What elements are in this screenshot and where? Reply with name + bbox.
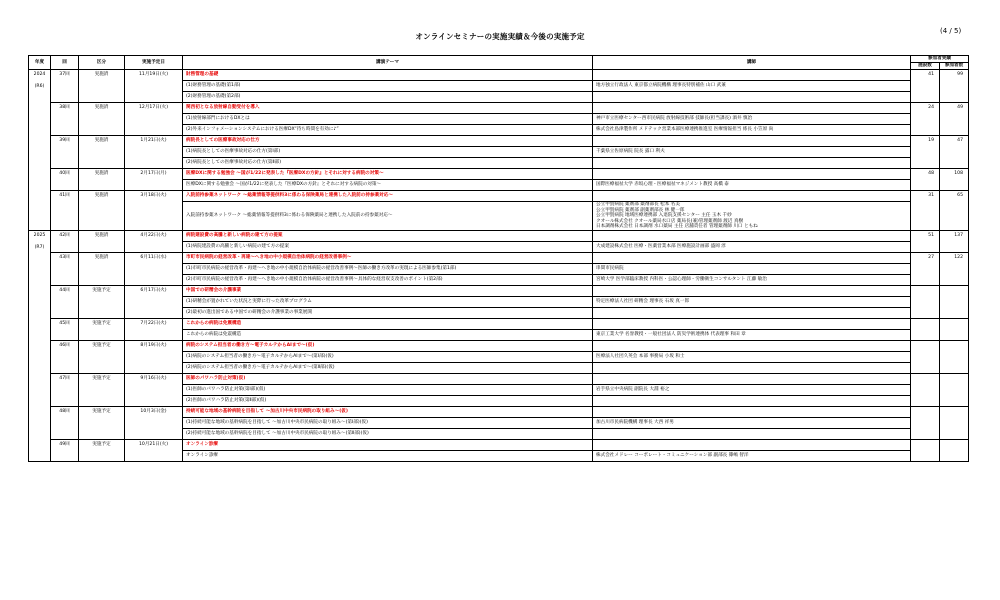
sub-theme: (1)放射線部門におけるDXとは xyxy=(183,114,593,125)
lecturer-name: 特定医療法人社団 研精会 理事長 石坂 真一郎 xyxy=(596,299,690,305)
round-cell: 49回 xyxy=(51,439,79,461)
lecturer-name: 株式会社メドレー コーポレート・コミュニケーション部 副部長 篠嶋 智洋 xyxy=(596,453,749,459)
sub-theme: (1)研精会が置かれていた状況と実際に行った改革プログラム xyxy=(183,296,593,307)
facility-count xyxy=(911,439,940,461)
table-row xyxy=(29,318,969,329)
round-cell: 40回 xyxy=(51,169,79,191)
lecturer-cell xyxy=(593,395,911,406)
participant-count: 47 xyxy=(940,136,969,169)
lecturer-cell xyxy=(593,202,911,231)
seminar-table-body xyxy=(29,70,969,462)
category-cell: 実施予定 xyxy=(79,373,125,406)
lecturer-name: 公立甲賀病院 地域医療連携部 入退院支援センター 主任 玉木 千紗 xyxy=(596,213,732,219)
lecturer-name: 神戸市立医療センター西市民病院 放射線技術部 技師長(担当課長) 酒井 慎治 xyxy=(596,116,753,122)
sub-theme: (1)病院長としての医療事故対応の仕方(第Ⅰ部) xyxy=(183,147,593,158)
category-cell: 実施予定 xyxy=(79,340,125,373)
round-cell: 46回 xyxy=(51,340,79,373)
round-cell: 48回 xyxy=(51,406,79,439)
lecturer-cell xyxy=(593,362,911,373)
participant-count: 65 xyxy=(940,191,969,231)
lecturer-cell xyxy=(593,114,911,125)
sub-theme: (2)病院のシステム担当者の働き方～電子カルテからAIまで～(第Ⅱ部)(仮) xyxy=(183,362,593,373)
category-cell: 実施予定 xyxy=(79,318,125,340)
participant-count: 137 xyxy=(940,230,969,252)
table-row xyxy=(29,169,969,180)
header-year: 年度 xyxy=(29,56,51,70)
table-row xyxy=(29,373,969,384)
table-row xyxy=(29,340,969,351)
fiscal-year-cell xyxy=(29,70,51,231)
facility-count: 51 xyxy=(911,230,940,252)
participant-count xyxy=(940,373,969,406)
page-title: オンラインセミナーの実施実績＆今後の実施予定 xyxy=(415,32,585,41)
category-cell: 実施済 xyxy=(79,103,125,136)
main-theme: 関西初となる放射線自動受付を導入 xyxy=(183,103,593,114)
table-row xyxy=(29,285,969,296)
category-cell: 実施予定 xyxy=(79,285,125,318)
lecturer-blank xyxy=(593,340,911,351)
category-cell: 実施済 xyxy=(79,70,125,103)
lecturer-blank xyxy=(593,285,911,296)
main-theme: 持続可能な地域の基幹病院を目指して ～加古川中央市民病院の取り組み～(仮) xyxy=(183,406,593,417)
participant-count xyxy=(940,406,969,439)
lecturer-cell xyxy=(593,307,911,318)
header-people: 参加者数 xyxy=(940,63,969,70)
facility-count xyxy=(911,340,940,373)
date-cell: 6月17日(火) xyxy=(125,285,183,318)
participant-count xyxy=(940,318,969,340)
round-cell: 42回 xyxy=(51,230,79,252)
round-cell: 37回 xyxy=(51,70,79,103)
facility-count: 31 xyxy=(911,191,940,231)
participant-count xyxy=(940,285,969,318)
facility-count: 27 xyxy=(911,252,940,285)
date-cell: 9月16日(火) xyxy=(125,373,183,406)
category-cell: 実施済 xyxy=(79,136,125,169)
lecturer-blank xyxy=(593,191,911,202)
lecturer-blank xyxy=(593,439,911,450)
sub-theme: (1)医師のパワハラ防止対策(第Ⅰ部)(仮) xyxy=(183,384,593,395)
category-cell: 実施予定 xyxy=(79,439,125,461)
lecturer-cell xyxy=(593,351,911,362)
lecturer-cell xyxy=(593,274,911,285)
sub-theme: (1)市町市民病院の経営改革・再建～へき地の中小規模自治体病院の経営改善事例～医師の働き方改革の実現による医師参集(第1部) xyxy=(183,263,593,274)
category-cell: 実施済 xyxy=(79,230,125,252)
lecturer-cell xyxy=(593,329,911,340)
sub-theme: オンライン診療 xyxy=(183,450,593,461)
main-theme: 病院のシステム担当者の働き方～電子カルテからAIまで～(仮) xyxy=(183,340,593,351)
round-cell: 44回 xyxy=(51,285,79,318)
sub-theme: これからの病院は免震構造 xyxy=(183,329,593,340)
main-theme: オンライン診療 xyxy=(183,439,593,450)
lecturer-cell xyxy=(593,180,911,191)
facility-count xyxy=(911,318,940,340)
lecturer-name: 串間市民病院 xyxy=(596,266,624,272)
header-lecturer: 講師 xyxy=(593,56,911,70)
sub-theme: (2)外来インフォメーションシステムにおける医療DX“待ち時間を有効に♪” xyxy=(183,125,593,136)
lecturer-name: 株式会社島津製作所 メドテック営業本部医療連携推進室 医療情報担当 係長 小笠原 尚 xyxy=(596,127,774,133)
table-row xyxy=(29,70,969,81)
facility-count: 41 xyxy=(911,70,940,103)
round-cell: 39回 xyxy=(51,136,79,169)
lecturer-cell xyxy=(593,81,911,92)
main-theme: 財務管理の基礎 xyxy=(183,70,593,81)
table-row xyxy=(29,103,969,114)
lecturer-name: 東京工業大学 名誉教授・一般社団法人 防災学術連携体 代表理事 和田 章 xyxy=(596,332,746,338)
participant-count: 122 xyxy=(940,252,969,285)
date-cell: 8月19日(火) xyxy=(125,340,183,373)
lecturer-blank xyxy=(593,373,911,384)
lecturer-name: クオール株式会社 クオール薬局水口店 薬局長(兼)管理薬剤師 渡辺 真樹 xyxy=(596,218,744,224)
participant-count xyxy=(940,340,969,373)
seminar-table xyxy=(28,55,969,462)
fiscal-year-cell xyxy=(29,230,51,461)
lecturer-cell xyxy=(593,92,911,103)
sub-theme: (2)最初の進出国である中国での研精会の介護事業の事業展開 xyxy=(183,307,593,318)
date-cell: 6月11日(水) xyxy=(125,252,183,285)
date-cell: 11月19日(火) xyxy=(125,70,183,103)
table-row xyxy=(29,406,969,417)
participant-count: 108 xyxy=(940,169,969,191)
table-row xyxy=(29,191,969,202)
lecturer-cell xyxy=(593,417,911,428)
page-number: (4 / 5) xyxy=(940,27,962,35)
fiscal-year-era: (R7) xyxy=(34,244,45,250)
lecturer-name: 岩手県立中央病院 副院長 大淵 裕之 xyxy=(596,387,670,393)
lecturer-blank xyxy=(593,70,911,81)
lecturer-cell xyxy=(593,450,911,461)
lecturer-name: 加古川市民病院機構 理事長 大西 祥男 xyxy=(596,420,674,426)
lecturer-blank xyxy=(593,406,911,417)
main-theme: 医師のパワハラ防止対策(仮) xyxy=(183,373,593,384)
date-cell: 7月22日(火) xyxy=(125,318,183,340)
lecturer-blank xyxy=(593,230,911,241)
sub-theme: (2)持続可能な地域の基幹病院を目指して ～加古川中央市民病院の取り組み～(第Ⅱ部)(仮) xyxy=(183,428,593,439)
lecturer-blank xyxy=(593,103,911,114)
lecturer-name: 医療法人社団久英会 本部 事務局 小坂 和士 xyxy=(596,354,685,360)
lecturer-cell xyxy=(593,384,911,395)
participant-count: 49 xyxy=(940,103,969,136)
date-cell: 2月17日(月) xyxy=(125,169,183,191)
lecturer-cell xyxy=(593,428,911,439)
lecturer-name: 公立甲賀病院 薬剤部 薬剤部長 松本 名美 xyxy=(596,202,680,207)
date-cell: 10月21日(火) xyxy=(125,439,183,461)
sub-theme: 医療DXに関する勉強会 ～国が1/22に発表した『医療DXの方針』とそれに対する病院の対策～ xyxy=(183,180,593,191)
sub-theme: 入院前持参薬ネットワーク ～総薬情報等提供料3に係わる保険薬局と連携した入院前の持参薬対応～ xyxy=(183,202,593,231)
lecturer-cell xyxy=(593,158,911,169)
main-theme: 市町市民病院の経営改革・再建～へき地の中小規模自治体病院の経営改善事例～ xyxy=(183,252,593,263)
date-cell: 4月22日(火) xyxy=(125,230,183,252)
lecturer-blank xyxy=(593,252,911,263)
category-cell: 実施予定 xyxy=(79,406,125,439)
date-cell: 10月3日(金) xyxy=(125,406,183,439)
sub-theme: (1)持続可能な地域の基幹病院を目指して ～加古川中央市民病院の取り組み～(第Ⅰ部)(仮) xyxy=(183,417,593,428)
date-cell: 1月21日(火) xyxy=(125,136,183,169)
sub-theme: (1)病院のシステム担当者の働き方～電子カルテからAIまで～(第Ⅰ部)(仮) xyxy=(183,351,593,362)
category-cell: 実施済 xyxy=(79,169,125,191)
lecturer-name: 国際医療福祉大学 赤坂心理・医療福祉マネジメント教授 高橋 泰 xyxy=(596,182,729,188)
facility-count xyxy=(911,406,940,439)
table-row xyxy=(29,230,969,241)
table-row xyxy=(29,439,969,450)
header-date: 実施予定日 xyxy=(125,56,183,70)
header-round: 回 xyxy=(51,56,79,70)
round-cell: 38回 xyxy=(51,103,79,136)
header-theme: 講演テーマ xyxy=(183,56,593,70)
lecturer-blank xyxy=(593,136,911,147)
lecturer-name: 千葉県立佐原病院 院長 露口 利夫 xyxy=(596,149,665,155)
lecturer-blank xyxy=(593,169,911,180)
lecturer-cell xyxy=(593,147,911,158)
lecturer-name: 大成建設株式会社 医療・医薬営業本部 医療施設計画部 盛岡 淳 xyxy=(596,244,726,250)
lecturer-name: 宮崎大学 医学部臨床教授 内科医・公認心理師・労働衛生コンサルタント 江藤 敏治 xyxy=(596,277,767,283)
header-participants: 参加者実績 xyxy=(911,56,969,63)
date-cell: 12月17日(火) xyxy=(125,103,183,136)
round-cell: 41回 xyxy=(51,191,79,231)
category-cell: 実施済 xyxy=(79,191,125,231)
sub-theme: (2)財務管理の基礎(第2部) xyxy=(183,92,593,103)
category-cell: 実施済 xyxy=(79,252,125,285)
lecturer-blank xyxy=(593,318,911,329)
sub-theme: (2)医師のパワハラ防止対策(第Ⅱ部)(仮) xyxy=(183,395,593,406)
participant-count: 99 xyxy=(940,70,969,103)
main-theme: 中国での研精会の介護事業 xyxy=(183,285,593,296)
lecturer-cell xyxy=(593,296,911,307)
main-theme: 医療DXに関する勉強会 ～国が1/22に発表した『医療DXの方針』とそれに対する病院の対策～ xyxy=(183,169,593,180)
lecturer-name: 日本調剤株式会社 日本調剤 水口薬局 主任 店舗責任者 管理薬剤師 川口 ともね xyxy=(596,224,758,230)
facility-count: 24 xyxy=(911,103,940,136)
lecturer-cell xyxy=(593,241,911,252)
sub-theme: (2)市町市民病院の経営改革・再建～へき地の中小規模自治体病院の経営改善事例～具体的な経営収支改善のポイント(第2部) xyxy=(183,274,593,285)
fiscal-year: 2025 xyxy=(33,232,46,238)
round-cell: 47回 xyxy=(51,373,79,406)
facility-count xyxy=(911,373,940,406)
header-facilities: 施設数 xyxy=(911,63,940,70)
lecturer-cell xyxy=(593,125,911,136)
facility-count: 48 xyxy=(911,169,940,191)
main-theme: 入院前持参薬ネットワーク ～総薬情報等提供料3に係わる保険薬局と連携した入院前の持参薬対応～ xyxy=(183,191,593,202)
participant-count xyxy=(940,439,969,461)
sub-theme: (1)病院建設費の高騰と新しい病院の建て方の提案 xyxy=(183,241,593,252)
lecturer-name: 公立甲賀病院 薬剤部 副薬剤部長 林 健一郎 xyxy=(596,207,685,213)
table-row xyxy=(29,136,969,147)
sub-theme: (1)財務管理の基礎(第1部) xyxy=(183,81,593,92)
sub-theme: (2)病院長としての医療事故対応の仕方(第Ⅱ部) xyxy=(183,158,593,169)
date-cell: 3月18日(火) xyxy=(125,191,183,231)
main-theme: これからの病院は免震構造 xyxy=(183,318,593,329)
round-cell: 43回 xyxy=(51,252,79,285)
header-category: 区分 xyxy=(79,56,125,70)
main-theme: 病院建設費の高騰と新しい病院の建て方の提案 xyxy=(183,230,593,241)
lecturer-cell xyxy=(593,263,911,274)
table-row xyxy=(29,252,969,263)
lecturer-name: 地方独立行政法人 東京都立病院機構 理事長特別補佐 山口 武兼 xyxy=(596,83,726,89)
main-theme: 病院長としての医療事故対応の仕方 xyxy=(183,136,593,147)
fiscal-year-era: (R6) xyxy=(34,84,45,89)
fiscal-year: 2024 xyxy=(33,72,46,77)
round-cell: 45回 xyxy=(51,318,79,340)
facility-count xyxy=(911,285,940,318)
facility-count: 19 xyxy=(911,136,940,169)
